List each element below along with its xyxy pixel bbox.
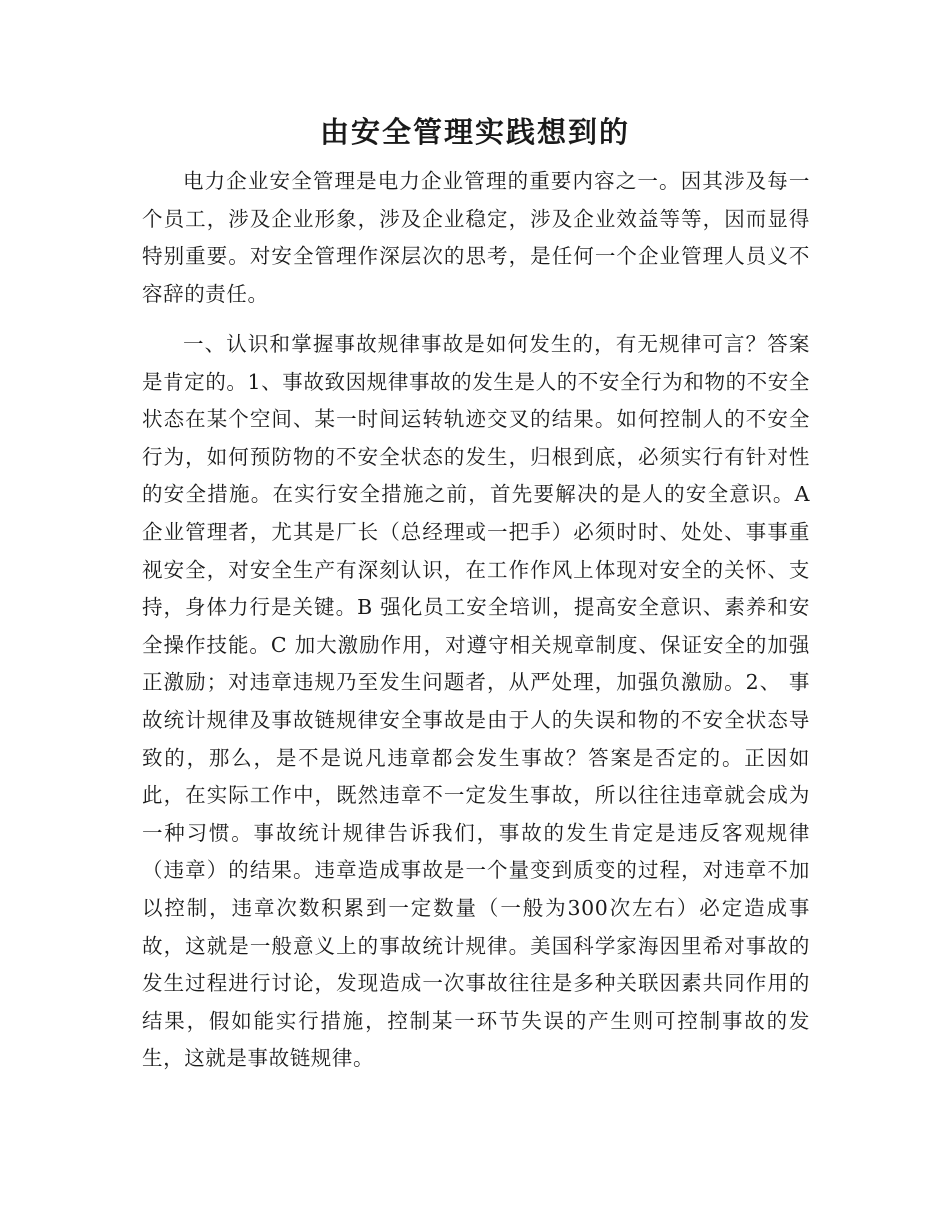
document-title: 由安全管理实践想到的: [319, 115, 630, 149]
paragraph-intro: 电力企业安全管理是电力企业管理的重要内容之一。因其涉及每一个员工，涉及企业形象，涉及企业稳定，涉及企业效益等等，因而显得特别重要。对安全管理作深层次的思考，是任何一个企业管理人员义不容辞的责任。: [142, 169, 810, 306]
paragraph-accident-rules: 一、认识和掌握事故规律事故是如何发生的，有无规律可言？答案是肯定的。1、事故致因规律事故的发生是人的不安全行为和物的不安全状态在某个空间、某一时间运转轨迹交叉的结果。如何控制人的不安全行为，如何预防物的不安全状态的发生，归根到底，必须实行有针对性的安全措施。在实行安全措施之前，首先要解决的是人的安全意识。A企业管理者，尤其是厂长（总经理或一把手）必须时时、处处、事事重视安全，对安全生产有深刻认识，在工作作风上体现对安全的关怀、支持，身体力行是关键。B 强化员工安全培训，提高安全意识、素养和安全操作技能。C 加大激励作用，对遵守相关规章制度、保证安全的加强正激励；对违章违规乃至发生问题者，从严处理，加强负激励。2、 事故统计规律及事故链规律安全事故是由于人的失误和物的不安全状态导致的，那么，是不是说凡违章都会发生事故？答案是否定的。正因如此，在实际工作中，既然违章不一定发生事故，所以往往违章就会成为一种习惯。事故统计规律告诉我们，事故的发生肯定是违反客观规律（违章）的结果。违章造成事故是一个量变到质变的过程，对违章不加以控制，违章次数积累到一定数量（一般为300次左右）必定造成事故，这就是一般意义上的事故统计规律。美国科学家海因里希对事故的发生过程进行讨论，发现造成一次事故往往是多种关联因素共同作用的结果，假如能实行措施，控制某一环节失误的产生则可控制事故的发生，这就是事故链规律。: [142, 332, 810, 1071]
